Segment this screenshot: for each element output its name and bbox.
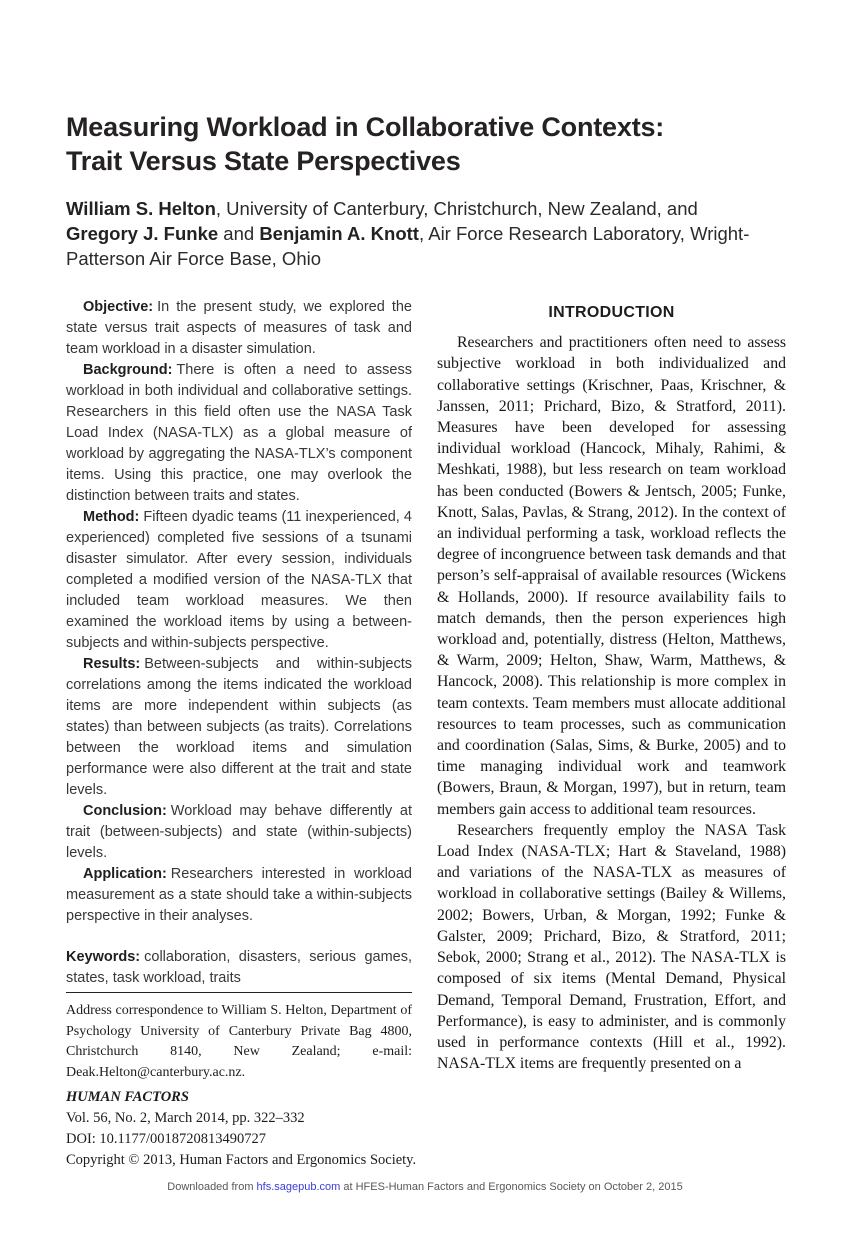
abstract-label: Application: xyxy=(83,866,167,882)
sagepub-link[interactable]: hfs.sagepub.com xyxy=(256,1181,341,1193)
abstract-method xyxy=(66,507,412,654)
article-title-line2: Trait Versus State Perspectives xyxy=(66,146,461,176)
section-heading-introduction: INTRODUCTION xyxy=(548,304,675,321)
author-affiliation: , Air Force Research Laboratory, Wright-Patterson Air Force Base, Ohio xyxy=(66,223,750,269)
journal-doi-line: DOI: 10.1177/0018720813490727 xyxy=(66,1131,267,1147)
abstract-label: Results: xyxy=(83,656,141,672)
author-name: Gregory J. Funke xyxy=(66,223,219,244)
abstract-label: Conclusion: xyxy=(83,803,167,819)
correspondence-note: Address correspondence to William S. Helton, Department of Psychology University of Canterbury Private Bag 4800, Christchurch 8140, New Zealand; e-mail: Deak.Helton@canterbury.ac.nz. xyxy=(66,1003,412,1080)
author-name: William S. Helton xyxy=(66,198,216,219)
abstract-text: In the present study, we explored the state versus trait aspects of measures of task and team workload in a disaster simulation. xyxy=(66,299,412,357)
abstract-conclusion xyxy=(66,801,412,864)
abstract-text: Workload may behave differently at trait (between-subjects) and state (within-subjects) levels. xyxy=(66,803,412,861)
author-affiliation: , University of Canterbury, Christchurch, New Zealand, and xyxy=(215,198,698,219)
abstract-objective xyxy=(66,297,412,360)
journal-copyright-line: Copyright © 2013, Human Factors and Ergonomics Society. xyxy=(66,1152,417,1168)
intro-paragraph-2: Researchers frequently employ the NASA Task Load Index (NASA-TLX; Hart & Staveland, 1988) and variations of the NASA-TLX as measures of workload in collaborative settings (Bailey & Willems, 2002; Bowers, Urban, & Morgan, 1992; Funke & Galster, 2009; Prichard, Bizo, & Stratford, 2011; Sebok, 2000; Strang et al., 2012). The NASA-TLX is composed of six items (Mental Demand, Physical Demand, Temporal Demand, Frustration, Effort, and Performance), is easy to administer, and is commonly used in performance contexts (Hill et al., 1992). NASA-TLX items are frequently presented on a xyxy=(437,821,786,1073)
journal-volume-line: Vol. 56, No. 2, March 2014, pp. 322–332 xyxy=(66,1110,305,1126)
article-title xyxy=(66,110,786,178)
journal-name: HUMAN FACTORS xyxy=(66,1089,189,1105)
keywords-paragraph xyxy=(66,947,412,989)
abstract-text: Fifteen dyadic teams (11 inexperienced, 4 experienced) completed five sessions of a tsunami disaster simulator. After every session, individuals completed a modified version of the NASA-TLX that included team workload measures. We then examined the workload items by using a between-subjects and within-subjects perspective. xyxy=(66,509,412,651)
byline-connector: and xyxy=(218,223,260,244)
author-byline xyxy=(66,196,756,271)
footnote-divider xyxy=(66,992,412,993)
abstract-application xyxy=(66,864,412,927)
introduction-column xyxy=(437,296,786,1074)
abstract-label: Background: xyxy=(83,362,173,378)
abstract-label: Objective: xyxy=(83,299,154,315)
author-name: Benjamin A. Knott xyxy=(259,223,419,244)
abstract-background xyxy=(66,360,412,507)
abstract-column xyxy=(66,297,412,989)
keywords-label: Keywords: xyxy=(66,949,141,965)
footer-prefix: Downloaded from xyxy=(167,1181,257,1193)
keywords-text: collaboration, disasters, serious games, states, task workload, traits xyxy=(66,949,412,986)
abstract-label: Method: xyxy=(83,509,140,525)
article-title-line1: Measuring Workload in Collaborative Contexts: xyxy=(66,112,665,142)
footer-suffix: at HFES-Human Factors and Ergonomics Society on October 2, 2015 xyxy=(340,1181,683,1193)
download-footer xyxy=(0,1181,850,1193)
abstract-text: Researchers interested in workload measurement as a state should take a within-subjects perspective in their analyses. xyxy=(66,866,412,924)
journal-info xyxy=(66,1087,426,1171)
abstract-text: There is often a need to assess workload in both individual and collaborative settings. Researchers in this field often use the NASA Task Load Index (NASA-TLX) as a global measure of workload by aggregating the NASA-TLX’s component items. Using this practice, one may overlook the distinction between traits and states. xyxy=(66,362,412,504)
abstract-results xyxy=(66,654,412,801)
intro-paragraph-1: Researchers and practitioners often need to assess subjective workload in both individualized and collaborative settings (Krischner, Paas, Krischner, & Janssen, 2011; Prichard, Bizo, & Stratford, 2011). Measures have been developed for assessing individual workload (Hancock, Mihaly, Rahimi, & Meshkati, 1988), but less research on team workload has been conducted (Bowers & Jentsch, 2005; Funke, Knott, Salas, Pavlas, & Strang, 2012). In the context of an individual performing a task, workload reflects the degree of incongruence between task demands and that person’s self-appraisal of available resources (Wickens & Hollands, 2000). If resource availability fails to match demands, then the person experiences high workload and, potentially, distress (Helton, Matthews, & Warm, 2009; Helton, Shaw, Warm, Matthews, & Hancock, 2008). This relationship is more complex in team contexts. Team members must allocate additional resources to team processes, such as communication and coordination (Salas, Sims, & Burke, 2005) and to time managing individual work and teamwork (Bowers, Braun, & Morgan, 1997), but in return, team members gain access to additional team resources. xyxy=(437,334,786,818)
abstract-text: Between-subjects and within-subjects correlations among the items indicated the workload items are more independent within subjects (as states) than between subjects (as traits). Correlations between the workload items and simulation performance were also different at the trait and state levels. xyxy=(66,656,412,798)
